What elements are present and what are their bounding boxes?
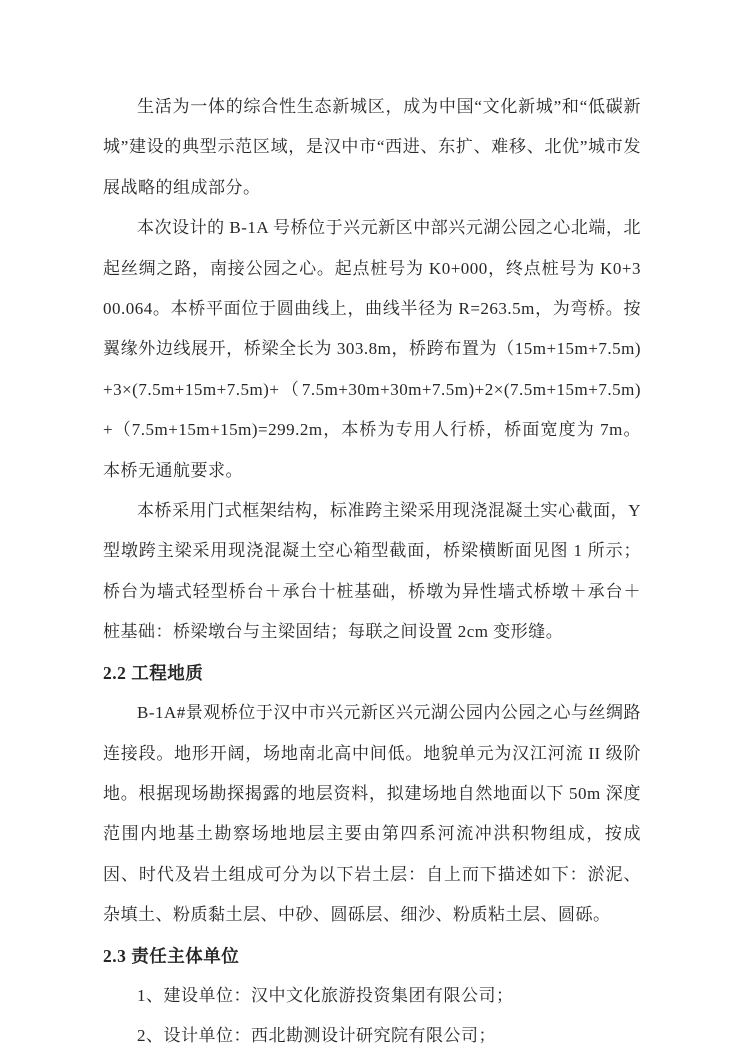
paragraph-bridge-overview: 本次设计的 B-1A 号桥位于兴元新区中部兴元湖公园之心北端，北起丝绸之路，南接公园之心。起点桩号为 K0+000，终点桩号为 K0+300.064。本桥平面位于圆曲线上，曲线半径为 R=263.5m，为弯桥。按翼缘外边线展开，桥梁全长为 303.8m，桥跨布置为（15m+15m+7.5m)+3×(7.5m+15m+7.5m)+（7.5m+30m+30m+7.5m)+2×(7.5m+15m+7.5m)+（7.5m+15m+15m)=299.2m，本桥为专用人行桥，桥面宽度为 7m。本桥无通航要求。 [103,218,641,480]
paragraph-geology: B-1A#景观桥位于汉中市兴元新区兴元湖公园内公园之心与丝绸路连接段。地形开阔，场地南北高中间低。地貌单元为汉江河流 II 级阶地。根据现场勘探揭露的地层资料，拟建场地自然地面以下 50m 深度范围内地基土勘察场地地层主要由第四系河流冲洪积物组成，按成因、时代及岩土组成可分为以下岩土层：自上而下描述如下：淤泥、杂填土、粉质黏土层、中砂、圆砾层、细沙、粉质粘土层、圆砾。 [103,703,641,925]
list-item-design-unit: 2、设计单位：西北勘测设计研究院有限公司； [137,1026,496,1046]
section-heading-engineering-geology: 2.2 工程地质 [103,662,204,683]
paragraph-city-vision: 生活为一体的综合性生态新城区，成为中国“文化新城”和“低碳新城”建设的典型示范区域，是汉中市“西进、东扩、难移、北优”城市发展战略的组成部分。 [103,97,641,197]
list-item-construction-unit: 1、建设单位：汉中文化旅游投资集团有限公司； [137,985,514,1005]
paragraph-bridge-structure: 本桥采用门式框架结构，标准跨主梁采用现浇混凝土实心截面，Y 型墩跨主梁采用现浇混凝土空心箱型截面，桥梁横断面见图 1 所示；桥台为墙式轻型桥台＋承台十桩基础，桥墩为异性墙式桥墩＋承台＋桩基础：桥梁墩台与主梁固结；每联之间设置 2cm 变形缝。 [103,501,641,642]
section-heading-responsible-units: 2.3 责任主体单位 [103,945,240,966]
